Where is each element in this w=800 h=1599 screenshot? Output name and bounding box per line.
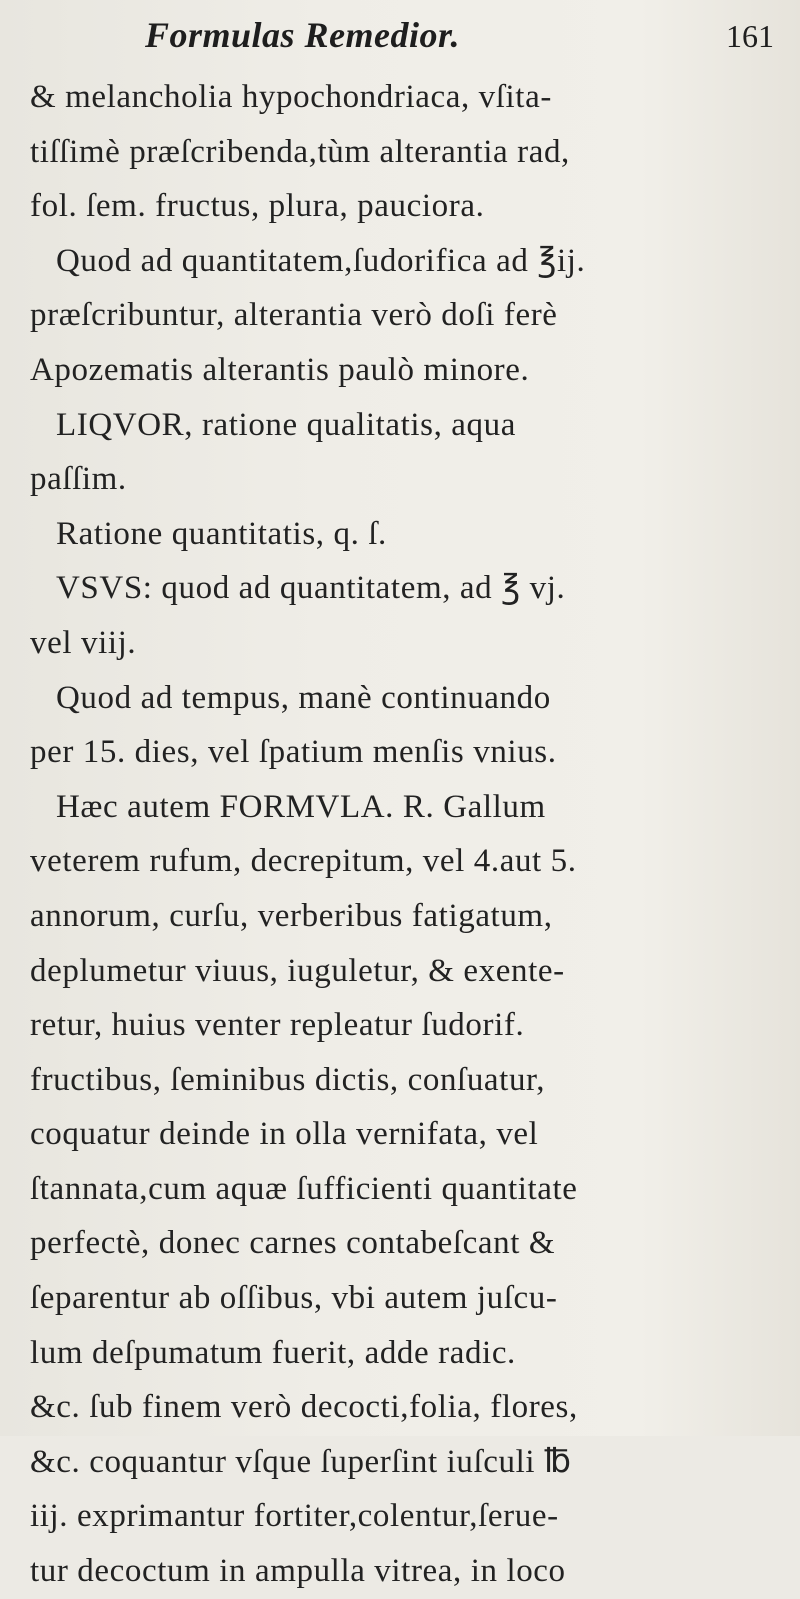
text-line: tur decoctum in ampulla vitrea, in loco bbox=[30, 1553, 566, 1590]
text-line: coquatur deinde in olla vernifata, vel bbox=[30, 1116, 539, 1153]
text-line: iij. exprimantur fortiter,colentur,ſerue- bbox=[30, 1498, 559, 1535]
text-line: annorum, curſu, verberibus fatigatum, bbox=[30, 897, 553, 934]
text-line: LIQVOR, ratione qualitatis, aqua bbox=[56, 406, 516, 443]
text-line: deplumetur viuus, iuguletur, & exente- bbox=[30, 952, 565, 989]
text-line: &c. coquantur vſque ſuperſint iuſculi ℔ bbox=[30, 1443, 572, 1480]
text-line: Ratione quantitatis, q. ſ. bbox=[56, 515, 387, 552]
text-line: &c. ſub finem verò decocti,folia, flores, bbox=[30, 1389, 578, 1426]
text-line: lum deſpumatum fuerit, adde radic. bbox=[30, 1334, 516, 1371]
body-text bbox=[30, 70, 782, 1599]
text-line: paſſim. bbox=[30, 461, 127, 498]
text-line: ſeparentur ab oſſibus, vbi autem juſcu- bbox=[30, 1280, 558, 1317]
text-line: Quod ad quantitatem,ſudorifica ad ℥ij. bbox=[56, 242, 586, 279]
text-line: tiſſimè præſcribenda,tùm alterantia rad, bbox=[30, 133, 570, 170]
text-line: Quod ad tempus, manè continuando bbox=[56, 679, 551, 716]
running-head: Formulas Remedior. bbox=[145, 15, 461, 55]
text-line: & melancholia hypochondriaca, vſita- bbox=[30, 79, 552, 115]
text-line: Apozematis alterantis paulò minore. bbox=[30, 351, 530, 388]
text-line: præſcribuntur, alterantia verò doſi ferè bbox=[30, 297, 558, 334]
text-line: Hæc autem FORMVLA. R. Gallum bbox=[56, 788, 546, 825]
text-line: fructibus, ſeminibus dictis, conſuatur, bbox=[30, 1061, 546, 1098]
page-header bbox=[30, 14, 782, 70]
text-line: fol. ſem. fructus, plura, pauciora. bbox=[30, 188, 485, 225]
text-line: veterem rufum, decrepitum, vel 4.aut 5. bbox=[30, 843, 577, 880]
text-line: per 15. dies, vel ſpatium menſis vnius. bbox=[30, 734, 557, 771]
text-line: vel viij. bbox=[30, 624, 137, 661]
text-line: ſtannata,cum aquæ ſufficienti quantitate bbox=[30, 1170, 578, 1207]
text-line: retur, huius venter repleatur ſudorif. bbox=[30, 1007, 525, 1044]
text-line: VSVS: quod ad quantitatem, ad ℥ vj. bbox=[56, 570, 566, 607]
page-number: 161 bbox=[726, 18, 774, 54]
text-line: perfectè, donec carnes contabeſcant & bbox=[30, 1225, 556, 1262]
